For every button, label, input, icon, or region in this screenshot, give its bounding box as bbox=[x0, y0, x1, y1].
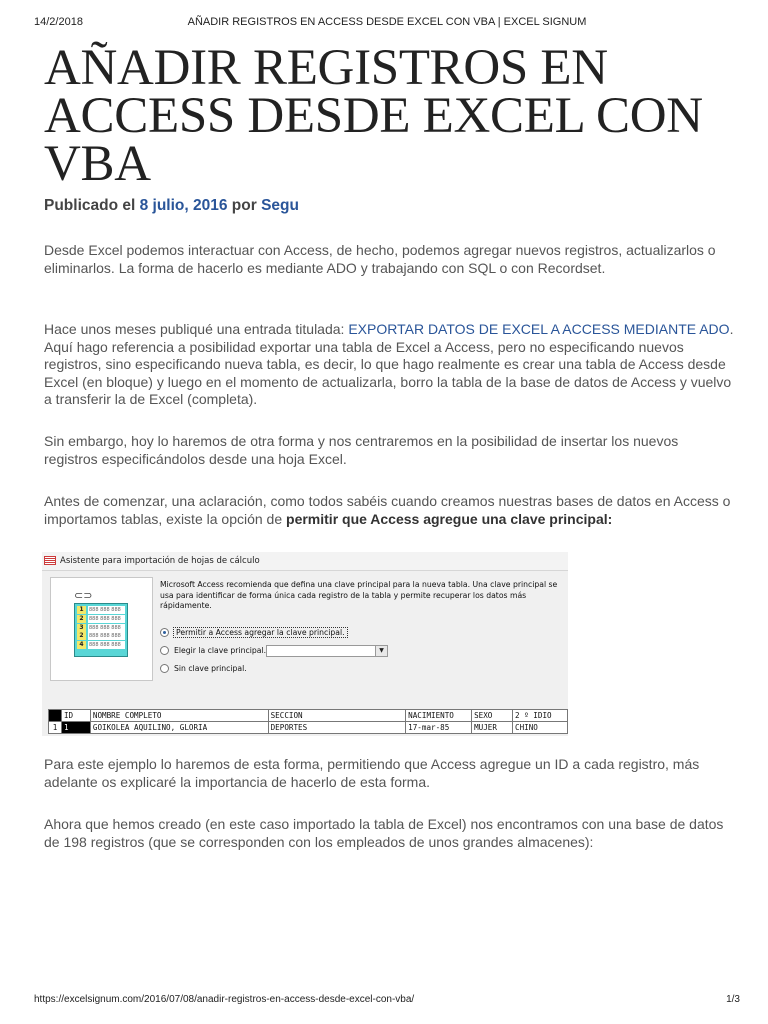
column-header: 2 º IDIO bbox=[513, 710, 568, 722]
previous-post-link[interactable]: EXPORTAR DATOS DE EXCEL A ACCESS MEDIANTE ADO bbox=[348, 321, 730, 337]
mini-table-icon bbox=[74, 603, 128, 657]
byline bbox=[44, 197, 299, 215]
cell-nacimiento: 17-mar-85 bbox=[406, 722, 472, 734]
key-icon: ⊂⊃ bbox=[74, 589, 93, 602]
primary-key-select[interactable] bbox=[266, 645, 388, 657]
mini-row: 1 888 888 888 bbox=[77, 606, 125, 614]
cell-seccion: DEPORTES bbox=[268, 722, 406, 734]
paragraph-approach: Sin embargo, hoy lo haremos de otra forma y nos centraremos en la posibilidad de insertar los nuevos registros especificándolos desde una hoja Excel. bbox=[44, 433, 679, 467]
option-label: Elegir la clave principal. bbox=[174, 646, 267, 655]
author-link[interactable]: Segu bbox=[261, 197, 299, 214]
row-number: 1 bbox=[49, 722, 62, 734]
cell-idioma: CHINO bbox=[513, 722, 568, 734]
p4-bold: permitir que Access agregue una clave principal: bbox=[286, 510, 613, 527]
table-header-row bbox=[49, 710, 568, 722]
wizard-window-title: Asistente para importación de hojas de cálculo bbox=[60, 556, 260, 566]
radio-icon[interactable] bbox=[160, 664, 169, 673]
radio-selected-icon[interactable] bbox=[160, 628, 169, 637]
access-wizard-screenshot bbox=[42, 552, 568, 736]
page-number: 1/3 bbox=[726, 994, 740, 1005]
byline-middle: por bbox=[227, 197, 262, 214]
table-icon bbox=[44, 556, 56, 565]
wizard-description: Microsoft Access recomienda que defina una clave principal para la nueva tabla. Una clave principal se usa para identificar de forma única cada registro de la tabla y permite recuperar los datos más rápidamente. bbox=[160, 580, 558, 610]
p2-after: . Aquí hago referencia a posibilidad exportar una tabla de Excel a Access, pero no especificando nuevos registros, sino especificando nueva tabla, es decir, lo que hago realmente es crear una tabla de Access desde Excel (en bloque) y luego en el momento de actualizarla, borro la tabla de la base de datos de Access y vuelvo a transferir la de Excel (completa). bbox=[44, 321, 734, 408]
primary-key-illustration bbox=[50, 577, 153, 681]
preview-table bbox=[48, 709, 568, 734]
print-url: https://excelsignum.com/2016/07/08/anadir-registros-en-access-desde-excel-con-vba/ bbox=[34, 994, 415, 1005]
byline-prefix: Publicado el bbox=[44, 197, 140, 214]
option-no-key[interactable] bbox=[160, 664, 247, 673]
option-label: Permitir a Access agregar la clave principal. bbox=[176, 628, 345, 637]
column-header: ID bbox=[61, 710, 90, 722]
post-date-link[interactable]: 8 julio, 2016 bbox=[139, 197, 228, 214]
column-header: NACIMIENTO bbox=[406, 710, 472, 722]
column-header: SEXO bbox=[472, 710, 513, 722]
paragraph-intro: Desde Excel podemos interactuar con Access, de hecho, podemos agregar nuevos registros, actualizarlos o eliminarlos. La forma de hacerlo es mediante ADO y trabajando con SQL o con Recordset. bbox=[44, 242, 716, 276]
paragraph-example: Para este ejemplo lo haremos de esta forma, permitiendo que Access agregue un ID a cada registro, más adelante os explicaré la importancia de hacerlo de esta forma. bbox=[44, 756, 700, 790]
chevron-down-icon[interactable]: ▼ bbox=[375, 646, 387, 656]
p2-before: Hace unos meses publiqué una entrada titulada: bbox=[44, 321, 349, 337]
table-row bbox=[49, 722, 568, 734]
radio-icon[interactable] bbox=[160, 646, 169, 655]
corner-cell bbox=[49, 710, 62, 722]
option-label: Sin clave principal. bbox=[174, 664, 247, 673]
data-preview-grid bbox=[48, 709, 568, 734]
article-title: AÑADIR REGISTROS EN ACCESS DESDE EXCEL CON VBA bbox=[44, 40, 703, 192]
wizard-titlebar bbox=[42, 552, 568, 571]
cell-nombre: GOIKOLEA AQUILINO, GLORIA bbox=[90, 722, 268, 734]
mini-row: 4 888 888 888 bbox=[77, 641, 125, 649]
mini-row: 2 888 888 888 bbox=[77, 632, 125, 640]
paragraph-database: Ahora que hemos creado (en este caso importado la tabla de Excel) nos encontramos con una base de datos de 198 registros (que se corresponden con los empleados de unos grandes almacenes): bbox=[44, 816, 724, 850]
p4-before: Antes de comenzar, una aclaración, como todos sabéis cuando creamos nuestras bases de datos en Access o importamos tablas, existe la opción de bbox=[44, 493, 731, 527]
paragraph-clarification bbox=[44, 493, 734, 528]
cell-sexo: MUJER bbox=[472, 722, 513, 734]
cell-id: 1 bbox=[61, 722, 90, 734]
print-date: 14/2/2018 bbox=[34, 16, 83, 28]
column-header: NOMBRE COMPLETO bbox=[90, 710, 268, 722]
column-header: SECCION bbox=[268, 710, 406, 722]
paragraph-previous-post bbox=[44, 321, 734, 409]
option-choose-key[interactable] bbox=[160, 646, 266, 655]
mini-row: 3 888 888 888 bbox=[77, 623, 125, 631]
mini-row: 2 888 888 888 bbox=[77, 615, 125, 623]
print-page-title: AÑADIR REGISTROS EN ACCESS DESDE EXCEL CON VBA | EXCEL SIGNUM bbox=[187, 16, 587, 28]
option-allow-access-key[interactable] bbox=[160, 628, 347, 637]
